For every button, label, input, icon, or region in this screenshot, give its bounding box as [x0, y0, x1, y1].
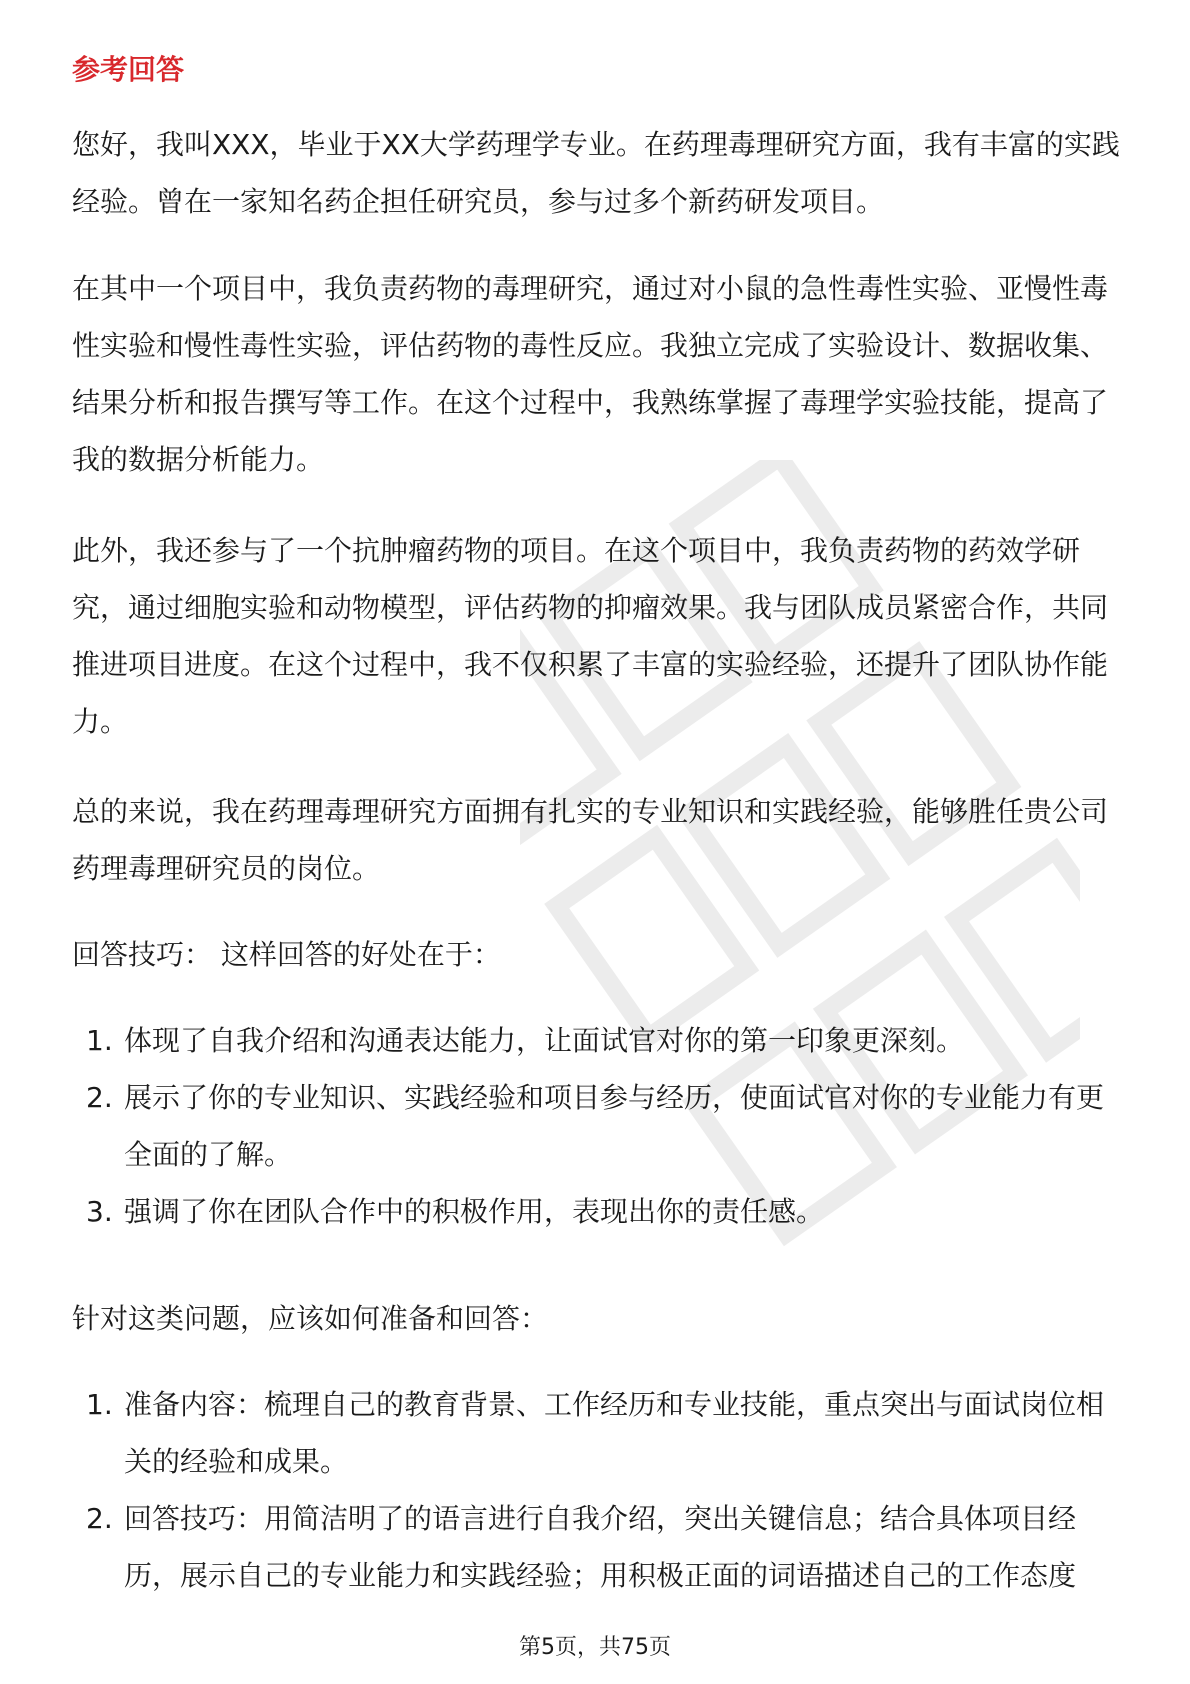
paragraph-summary: 总的来说，我在药理毒理研究方面拥有扎实的专业知识和实践经验，能够胜任贵公司药理毒理研究员的岗位。 — [72, 795, 1109, 885]
paragraph-intro: 您好，我叫XXX，毕业于XX大学药理学专业。在药理毒理研究方面，我有丰富的实践经验。曾在一家知名药企担任研究员，参与过多个新药研发项目。 — [72, 128, 1120, 218]
list-number: 1. — [86, 1024, 113, 1057]
list-number: 2. — [86, 1502, 113, 1535]
list-item — [72, 1376, 1130, 1490]
list-item — [72, 1069, 1130, 1183]
list-number: 2. — [86, 1081, 113, 1114]
paragraph-toxicology-project: 在其中一个项目中，我负责药物的毒理研究，通过对小鼠的急性毒性实验、亚慢性毒性实验和慢性毒性实验，评估药物的毒性反应。我独立完成了实验设计、数据收集、结果分析和报告撰写等工作。在这个过程中，我熟练掌握了毒理学实验技能，提高了我的数据分析能力。 — [72, 272, 1109, 476]
list-item — [72, 1012, 1130, 1069]
page-footer: 第5页，共75页 — [519, 1635, 671, 1660]
list-item-text: 强调了你在团队合作中的积极作用，表现出你的责任感。 — [124, 1195, 825, 1228]
tips-intro: 回答技巧： 这样回答的好处在于： — [72, 938, 501, 971]
list-item-text: 展示了你的专业知识、实践经验和项目参与经历，使面试官对你的专业能力有更全面的了解。 — [124, 1081, 1105, 1171]
list-number: 3. — [86, 1195, 113, 1228]
list-item — [72, 1490, 1130, 1604]
list-item — [72, 1183, 1130, 1240]
section-heading: 参考回答 — [72, 53, 185, 86]
list-item-text: 体现了自我介绍和沟通表达能力，让面试官对你的第一印象更深刻。 — [124, 1024, 965, 1057]
tips-list — [72, 1012, 1130, 1240]
list-item-text: 准备内容：梳理自己的教育背景、工作经历和专业技能，重点突出与面试岗位相关的经验和成果。 — [124, 1388, 1105, 1478]
list-item-text: 回答技巧：用简洁明了的语言进行自我介绍，突出关键信息；结合具体项目经历，展示自己的专业能力和实践经验；用积极正面的词语描述自己的工作态度 — [124, 1502, 1077, 1592]
prep-list — [72, 1376, 1130, 1604]
paragraph-antitumor-project: 此外，我还参与了一个抗肿瘤药物的项目。在这个项目中，我负责药物的药效学研究，通过细胞实验和动物模型，评估药物的抑瘤效果。我与团队成员紧密合作，共同推进项目进度。在这个过程中，我不仅积累了丰富的实验经验，还提升了团队协作能力。 — [72, 534, 1109, 738]
prep-intro: 针对这类问题，应该如何准备和回答： — [72, 1302, 549, 1335]
list-number: 1. — [86, 1388, 113, 1421]
